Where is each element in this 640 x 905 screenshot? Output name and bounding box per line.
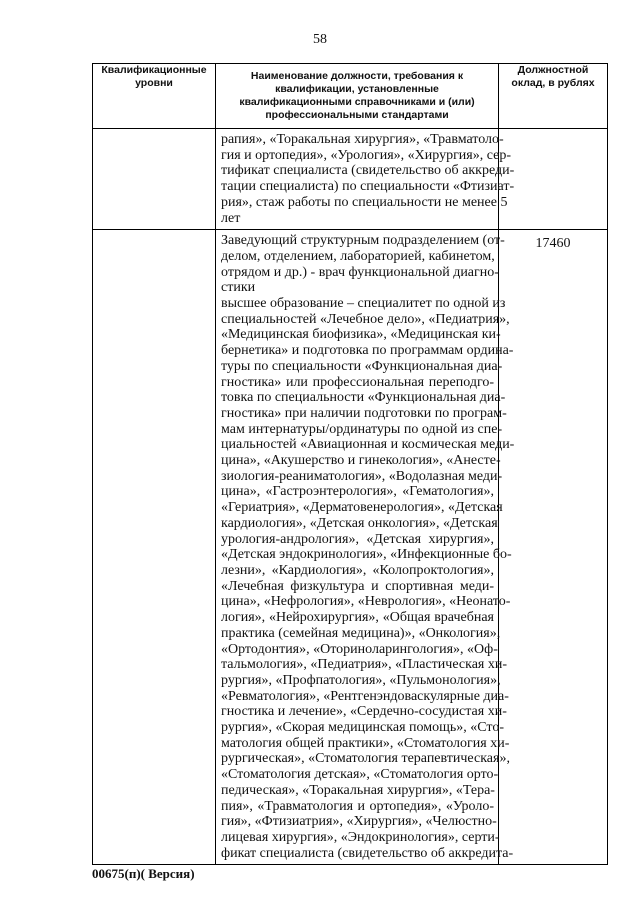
requirements-text-line: «Лечебная физкультура и спортивная меди-: [221, 578, 494, 594]
requirements-text-line: высшее образование – специалитет по одной из: [221, 296, 506, 312]
requirements-text-line: цина», «Нефрология», «Неврология», «Неонато-: [221, 594, 511, 610]
requirements-text-line: «Детская эндокринология», «Инфекционные бо-: [221, 547, 512, 563]
requirements-text-line: лет: [221, 210, 241, 226]
header-position-requirements: Наименование должности, требования к квалификации, установленные квалификационными справочниками и (или) профессиональными стандартами: [216, 64, 499, 129]
requirements-text-line: кардиология», «Детская онкология», «Детская: [221, 515, 498, 531]
header-qualification-levels: Квалификационные уровни: [93, 64, 216, 129]
requirements-cell: [216, 230, 515, 865]
requirements-text-line: гия и ортопедия», «Урология», «Хирургия», сер-: [221, 147, 512, 163]
salary-cell: [499, 129, 608, 230]
requirements-text-line: бернетика» и подготовка по программам ордина-: [221, 343, 514, 359]
requirements-text-line: отрядом и др.) - врач функциональной диагно-: [221, 264, 499, 280]
requirements-text-line: рия», стаж работы по специальности не менее 5: [221, 194, 508, 210]
document-footer: 00675(п)( Версия): [92, 866, 195, 881]
table-header-row: [93, 64, 608, 129]
requirements-text-line: цина», «Гастроэнтерология», «Гематология»,: [221, 484, 494, 500]
requirements-text-line: тификат специалиста (свидетельство об аккреди-: [221, 163, 515, 179]
requirements-text-line: товка по специальности «Функциональная диа-: [221, 390, 506, 406]
qualification-table: [92, 63, 608, 865]
requirements-text-line: стики: [221, 280, 256, 296]
requirements-text-line: «Ортодонтия», «Оториноларингология», «Оф-: [221, 641, 498, 657]
requirements-text-line: циальностей «Авиационная и космическая меди-: [221, 437, 515, 453]
salary-value: [499, 129, 607, 135]
requirements-text-line: «Стоматология детская», «Стоматология орто-: [221, 767, 499, 783]
requirements-text-line: рургия», «Профпатология», «Пульмонология»,: [221, 672, 501, 688]
requirements-text-line: гностика и лечение», «Сердечно-сосудистая хи-: [221, 704, 507, 720]
requirements-text-line: фикат специалиста (свидетельство об аккредита-: [221, 845, 514, 861]
requirements-text-line: «Гериатрия», «Дерматовенерология», «Детская: [221, 500, 503, 516]
page-number: 58: [313, 32, 327, 47]
requirements-text-line: рургия», «Скорая медицинская помощь», «Сто-: [221, 720, 505, 736]
requirements-text-line: Заведующий структурным подразделением (от-: [221, 233, 505, 249]
requirements-text-line: специальностей «Лечебное дело», «Педиатрия»,: [221, 311, 510, 327]
requirements-text-line: мам интернатуры/ординатуры по одной из спе-: [221, 421, 503, 437]
requirements-text-line: урология-андрология», «Детская хирургия»,: [221, 531, 494, 547]
salary-cell: [499, 230, 608, 865]
requirements-text-line: рургическая», «Стоматология терапевтическая»,: [221, 751, 510, 767]
qualification-level-cell: [93, 230, 216, 865]
requirements-text-line: рапия», «Торакальная хирургия», «Травматоло-: [221, 132, 504, 147]
requirements-text-line: лицевая хирургия», «Эндокринология», серти-: [221, 829, 500, 845]
requirements-text-line: цина», «Акушерство и гинекология», «Анесте-: [221, 453, 501, 469]
requirements-text-line: пия», «Травматология и ортопедия», «Уроло-: [221, 798, 494, 814]
table-row: [93, 230, 608, 865]
requirements-text-line: гностика» при наличии подготовки по програм-: [221, 405, 507, 421]
requirements-text-line: «Медицинская биофизика», «Медицинская ки-: [221, 327, 501, 343]
requirements-text-line: логия», «Нейрохирургия», «Общая врачебная: [221, 610, 494, 626]
requirements-text-line: матология общей практики», «Стоматология хи-: [221, 735, 510, 751]
table-row: [93, 129, 608, 230]
requirements-text-line: зиология-реаниматология», «Водолазная меди-: [221, 468, 503, 484]
header-salary: Должностной оклад, в рублях: [499, 64, 608, 129]
requirements-text-line: гия», «Фтизиатрия», «Хирургия», «Челюстно-: [221, 814, 497, 830]
requirements-text-line: делом, отделением, лабораторией, кабинетом,: [221, 248, 495, 264]
requirements-text-line: «Ревматология», «Рентгенэндоваскулярные диа-: [221, 688, 509, 704]
requirements-text-line: туры по специальности «Функциональная диа-: [221, 358, 503, 374]
requirements-text-line: тальмология», «Педиатрия», «Пластическая хи-: [221, 657, 508, 673]
requirements-text-line: педическая», «Торакальная хирургия», «Тера-: [221, 782, 495, 798]
requirements-text-line: тации специалиста) по специальности «Фтизиат-: [221, 179, 515, 195]
requirements-cell: [216, 129, 515, 230]
requirements-text-line: гностика» или профессиональная переподго-: [221, 374, 494, 390]
salary-value: 17460: [535, 236, 571, 252]
qualification-level-cell: [93, 129, 216, 230]
requirements-text-line: практика (семейная медицина)», «Онкология»,: [221, 625, 501, 641]
requirements-text-line: лезни», «Кардиология», «Колопроктология»,: [221, 562, 494, 578]
